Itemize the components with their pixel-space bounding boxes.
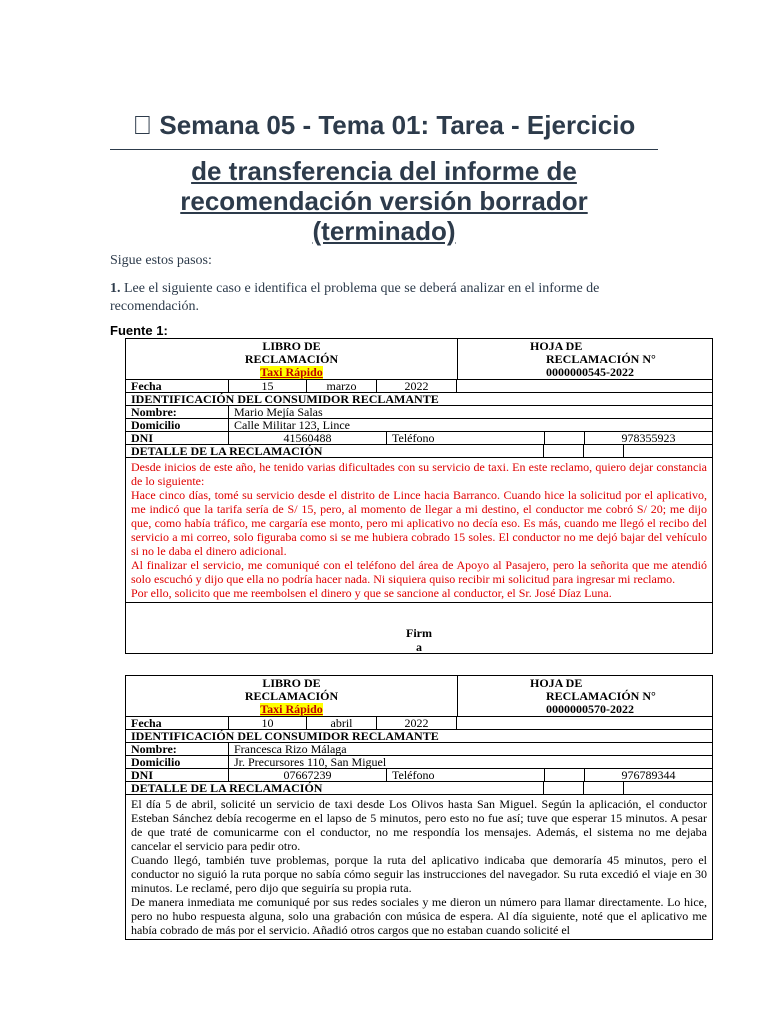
date-row bbox=[126, 380, 712, 393]
instructions bbox=[110, 252, 655, 326]
detail-paragraph: Desde inicios de este año, he tenido varias dificultades con su servicio de taxi. En este reclamo, quiero dejar constancia de lo siguiente: bbox=[131, 460, 707, 488]
dni-label: DNI bbox=[126, 432, 229, 444]
hoja-line: RECLAMACIÓN N° bbox=[546, 689, 656, 703]
company-name: Taxi Rápido bbox=[260, 365, 323, 379]
name-row bbox=[126, 743, 712, 756]
section-label: IDENTIFICACIÓN DEL CONSUMIDOR RECLAMANTE bbox=[131, 730, 439, 742]
date-year: 2022 bbox=[377, 717, 457, 729]
address-label: Domicilio bbox=[126, 756, 229, 768]
signature-label bbox=[126, 626, 712, 654]
section-label: DETALLE DE LA RECLAMACIÓN bbox=[126, 445, 544, 457]
libro-title bbox=[126, 339, 458, 379]
identification-heading bbox=[126, 393, 712, 406]
detail-heading bbox=[126, 782, 712, 795]
detail-heading bbox=[126, 445, 712, 458]
empty-cell bbox=[457, 717, 712, 729]
date-month: marzo bbox=[307, 380, 377, 392]
name-value: Mario Mejía Salas bbox=[234, 406, 323, 418]
libro-line: RECLAMACIÓN bbox=[244, 352, 339, 366]
page-title bbox=[110, 107, 658, 246]
complaint-detail bbox=[126, 458, 712, 603]
signature-line: a bbox=[416, 640, 422, 654]
title-line-1:   Semana 05 - Tema 01: Tarea - Ejercicio bbox=[110, 107, 658, 150]
libro-line: LIBRO DE bbox=[262, 676, 321, 690]
phone-value: 978355923 bbox=[621, 432, 676, 444]
detail-paragraph: Al finalizar el servicio, me comuniqué con el teléfono del área de Apoyo al Pasajero, pero la señorita que me atendió solo escuchó y dijo que ella no podría hacer nada. Ni siquiera quiso recibir mi solicitud para ingresar mi reclamo. bbox=[131, 558, 707, 586]
name-label: Nombre: bbox=[126, 406, 229, 418]
detail-paragraph: Por ello, solicito que me reembolsen el dinero y que se sancione al conductor, el Sr. José Díaz Luna. bbox=[131, 586, 612, 600]
libro-line: RECLAMACIÓN bbox=[244, 689, 339, 703]
date-label: Fecha bbox=[126, 380, 229, 392]
intro-text: Sigue estos pasos: bbox=[110, 253, 212, 268]
libro-line: LIBRO DE bbox=[262, 339, 321, 353]
detail-paragraph: Hace cinco días, tomé su servicio desde el distrito de Lince hacia Barranco. Cuando hice la solicitud por el aplicativo, me indicó que la tarifa sería de S/ 15, pero, al momento de llegar a mi destino, el conductor me cobró S/ 20; me dijo que, como había tráfico, me cargaría ese monto, pero mi aplicativo no decía eso. Es más, cuando me llegó el recibo del servicio a mi correo, solo figuraba como si se me hubiera cobrado 15 soles. El conductor no me dejó bajar del vehículo si no le daba el dinero adicional. bbox=[131, 488, 707, 558]
date-day: 10 bbox=[229, 717, 307, 729]
complaint-form-1 bbox=[125, 338, 713, 654]
phone-label: Teléfono bbox=[387, 769, 545, 781]
empty-cell bbox=[457, 380, 712, 392]
name-label: Nombre: bbox=[126, 743, 229, 755]
detail-paragraph: El día 5 de abril, solicité un servicio de taxi desde Los Olivos hasta San Miguel. Según la aplicación, el conductor Esteban Sánchez debía recogerme en el lapso de 5 minutos, pero esto no fue así; tuve que esperar 15 minutos. A pesar de que traté de comunicarme con el conductor, no me respondía los mensajes. Además, el sistema no me dejaba cancelar el servicio para pedir otro. bbox=[131, 797, 707, 853]
title-text: (terminado) bbox=[312, 216, 456, 246]
complaint-detail bbox=[126, 795, 712, 939]
address-label: Domicilio bbox=[126, 419, 229, 431]
hoja-number: 0000000545-2022 bbox=[546, 365, 634, 379]
date-row bbox=[126, 717, 712, 730]
address-value: Jr. Precursores 110, San Miguel bbox=[234, 756, 387, 768]
company-name: Taxi Rápido bbox=[260, 702, 323, 716]
phone-value: 976789344 bbox=[621, 769, 676, 781]
detail-paragraph: De manera inmediata me comuniqué por sus redes sociales y me dieron un número para llamar directamente. Lo hice, pero no hubo respuesta alguna, solo una grabación con música de espera. Al día siguiente, noté que el aplicativo me había cobrado de más por el servicio. Añadió otros cargos que no estaban cuando solicité el bbox=[131, 895, 707, 937]
form-header bbox=[126, 676, 712, 717]
step-1 bbox=[110, 280, 655, 316]
hoja-line: HOJA DE bbox=[530, 339, 583, 353]
hoja-title bbox=[458, 339, 712, 379]
source-label: Fuente 1: bbox=[110, 323, 168, 338]
title-text: recomendación versión borrador bbox=[180, 186, 588, 216]
dni-label: DNI bbox=[126, 769, 229, 781]
empty-cell bbox=[584, 782, 624, 794]
empty-cell bbox=[544, 782, 584, 794]
form-header bbox=[126, 339, 712, 380]
date-label: Fecha bbox=[126, 717, 229, 729]
dni-value: 41560488 bbox=[229, 432, 387, 444]
identification-heading bbox=[126, 730, 712, 743]
signature-area bbox=[126, 603, 712, 653]
dni-row bbox=[126, 769, 712, 782]
name-value: Francesca Rizo Málaga bbox=[234, 743, 347, 755]
hoja-title bbox=[458, 676, 712, 716]
title-line-2 bbox=[110, 156, 658, 246]
dni-value: 07667239 bbox=[229, 769, 387, 781]
empty-cell bbox=[624, 782, 712, 794]
hoja-line: HOJA DE bbox=[530, 676, 583, 690]
empty-cell bbox=[624, 445, 712, 457]
empty-cell bbox=[544, 445, 584, 457]
signature-line: Firm bbox=[406, 626, 432, 640]
address-row bbox=[126, 756, 712, 769]
dni-row bbox=[126, 432, 712, 445]
date-day: 15 bbox=[229, 380, 307, 392]
section-label: DETALLE DE LA RECLAMACIÓN bbox=[126, 782, 544, 794]
title-text: de transferencia del informe de bbox=[191, 156, 577, 186]
date-year: 2022 bbox=[377, 380, 457, 392]
hoja-number: 0000000570-2022 bbox=[546, 702, 634, 716]
empty-cell bbox=[584, 445, 624, 457]
empty-cell bbox=[545, 769, 585, 781]
step-text: Lee el siguiente caso e identifica el problema que se deberá analizar en el informe de recomendación. bbox=[110, 281, 600, 314]
detail-paragraph: Cuando llegó, también tuve problemas, porque la ruta del aplicativo indicaba que demoraría 45 minutos, pero el conductor no siguió la ruta porque no sabía cómo seguir las instrucciones del navegador. Su ruta excedió el viaje en 30 minutos. Le reclamé, pero dijo que seguiría su propia ruta. bbox=[131, 853, 707, 895]
complaint-form-2 bbox=[125, 675, 713, 940]
section-label: IDENTIFICACIÓN DEL CONSUMIDOR RECLAMANTE bbox=[131, 393, 439, 405]
hoja-line: RECLAMACIÓN N° bbox=[546, 352, 656, 366]
address-value: Calle Militar 123, Lince bbox=[234, 419, 350, 431]
step-number: 1. bbox=[110, 281, 121, 296]
address-row bbox=[126, 419, 712, 432]
libro-title bbox=[126, 676, 458, 716]
name-row bbox=[126, 406, 712, 419]
date-month: abril bbox=[307, 717, 377, 729]
empty-cell bbox=[545, 432, 585, 444]
phone-label: Teléfono bbox=[387, 432, 545, 444]
